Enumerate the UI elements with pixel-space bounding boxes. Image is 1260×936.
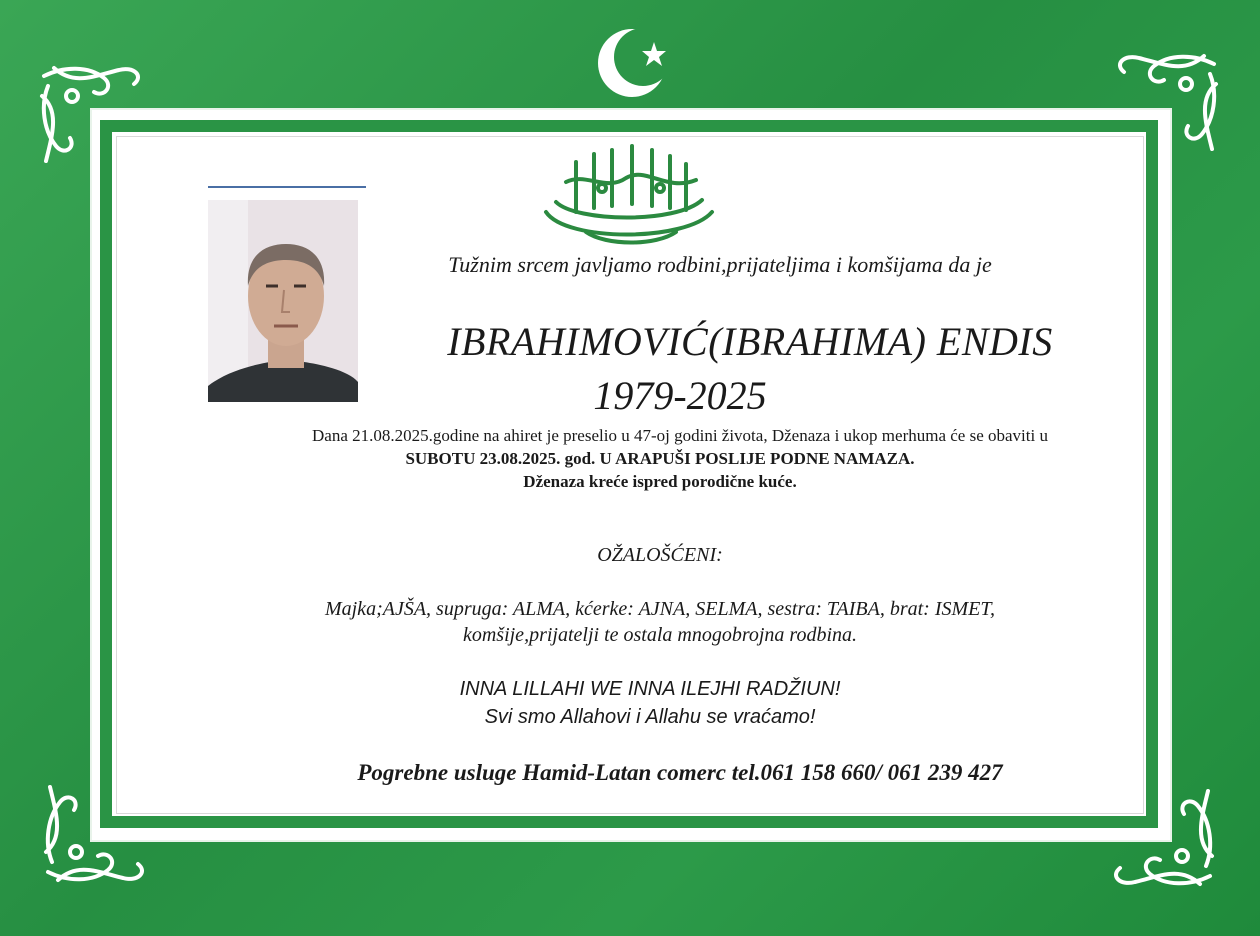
details-line-2: SUBOTU 23.08.2025. god. U ARAPUŠI POSLIJE PODNE NAMAZA. [405,449,915,468]
arabic-calligraphy-icon [536,142,722,254]
details-line-1: Dana 21.08.2025.godine na ahiret je preselio u 47-oj godini života, Dženaza i ukop merhuma će se obaviti u [312,426,1048,445]
family-line-1: Majka;AJŠA, supruga: ALMA, kćerke: AJNA, SELMA, sestra: TAIBA, brat: ISMET, [324,598,996,620]
funeral-services: Pogrebne usluge Hamid-Latan comerc tel.061 158 660/ 061 239 427 [357,760,1003,785]
prayer-line-2: Svi smo Allahovi i Allahu se vraćamo! [484,706,816,728]
life-years: 1979-2025 [593,373,767,418]
deceased-photo [208,186,366,402]
crescent-star-icon [590,18,680,108]
prayer-line-1: INNA LILLAHI WE INNA ILEJHI RADŽIUN! [459,678,841,700]
mourners-heading: OŽALOŠĆENI: [597,544,723,566]
deceased-name: IBRAHIMOVIĆ(IBRAHIMA) ENDIS [447,319,1053,364]
intro-text: Tužnim srcem javljamo rodbini,prijateljima i komšijama da je [448,252,992,277]
details-line-3: Dženaza kreće ispred porodične kuće. [523,472,797,491]
family-line-2: komšije,prijatelji te ostala mnogobrojna rodbina. [462,624,858,646]
